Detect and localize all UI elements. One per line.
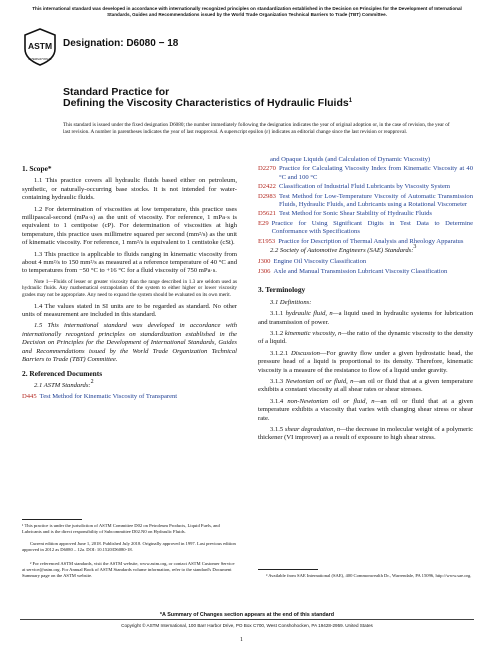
- logo-text: ASTM: [27, 41, 53, 51]
- title-text: Defining the Viscosity Characteristics of Hydraulic Fluids: [63, 97, 349, 109]
- sae-standards-label: 2.2 Society of Automotive Engineers (SAE) Standards:3: [270, 244, 417, 255]
- issuance-statement: This standard is issued under the fixed designation D6080; the number immediately following the designation indicates the year of original adoption or, in the case of revision, the year of last revision. A number in parentheses indicates the year of last reapproval. A superscript epsilon (ε) indicates an editorial change since the last revision or reapproval.: [63, 122, 450, 135]
- reference-item[interactable]: [258, 238, 473, 246]
- scope-1-1: 1.1 This practice covers all hydraulic fluids based either on petroleum, synthetic, or naturally-occurring base stocks. It is not intended for water-containing hydraulic fluids.: [22, 177, 237, 202]
- reference-continued[interactable]: and Opaque Liquids (and Calculation of Dynamic Viscosity): [270, 156, 431, 163]
- scope-1-5: 1.5 This international standard was developed in accordance with internationally recognized principles on standardization established in the Decision on Principles for the Development of International Standards, Guides and Recommendations issued by the World Trade Organization Technical Barriers to Trade (TBT) Committee.: [22, 322, 237, 364]
- footnote-rule-left: [22, 519, 82, 520]
- reference-item[interactable]: [258, 220, 473, 237]
- page-title: [63, 97, 463, 109]
- references-heading: 2. Referenced Documents: [22, 368, 103, 378]
- left-column: [22, 160, 237, 403]
- note-1: Note 1—Fluids of lesser or greater viscosity than the range described in 1.3 are seldom used as hydraulic fluids. Any mathematical extrapolation of the system to either higher or lower viscosity grades may not be appropriate. Any need to expand the system should be evaluated on its own merit.: [22, 278, 237, 299]
- term-kinematic-viscosity-discussion: 3.1.2.1 Discussion—For gravity flow under a given hydrostatic head, the pressure head of a liquid is proportional to its density. Therefore, kinematic viscosity is a measure of the resistance to flow of a liquid under gravity.: [258, 349, 473, 374]
- scope-1-3: 1.3 This practice is applicable to fluids ranging in kinematic viscosity from about 4 mm²/s to 150 mm²/s as measured at a reference temperature of 40 °C and to temperatures from −50 °C to +16 °C for a fluid viscosity of 750 mPa·s.: [22, 250, 237, 275]
- scope-1-2: 1.2 For determination of viscosities at low temperature, this practice uses millipascal-second (mPa·s) as the unit of viscosity. For reference, 1 mPa·s is equivalent to 1 centipoise (cP). For determination of viscosities at high temperature, this practice uses millimetre squared per second (mm²/s) as the unit of kinematic viscosity. For reference, 1 mm²/s is equivalent to 1 centistoke (cSt).: [22, 205, 237, 247]
- reference-title[interactable]: Axle and Manual Transmission Lubricant Viscosity Classification: [273, 267, 448, 275]
- page-number: 1: [240, 637, 243, 643]
- term-hydraulic-fluid: 3.1.1 hydraulic fluid, n—a liquid used in hydraulic systems for lubrication and transmission of power.: [258, 310, 473, 326]
- reference-title[interactable]: Test Method for Low-Temperature Viscosity of Automatic Transmission Fluids, Hydraulic Fluids, and Lubricants using a Rotational Viscometer: [278, 192, 473, 209]
- reference-item[interactable]: [258, 210, 473, 218]
- designation: [63, 38, 178, 49]
- reference-title[interactable]: Test Method for Kinematic Viscosity of Transparent: [39, 393, 178, 401]
- reference-item[interactable]: [258, 193, 473, 210]
- reference-code[interactable]: D2422: [258, 183, 276, 191]
- designation-label: Designation: D6080 − 18: [63, 38, 179, 49]
- footnote-1: ¹ This practice is under the jurisdiction of ASTM Committee D02 on Petroleum Products, Liquid Fuels, and Lubricants and is the direct responsibility of Subcommittee D02.N0 on Hydraulic Fluids.: [22, 523, 220, 534]
- reference-code[interactable]: D2983: [258, 192, 276, 200]
- reference-title[interactable]: Practice for Calculating Viscosity Index from Kinematic Viscosity at 40 °C and 100 °C: [278, 165, 473, 181]
- title-footnote-mark: 1: [348, 98, 353, 104]
- logo-subtext: INTERNATIONAL: [28, 57, 52, 61]
- reference-title[interactable]: Engine Oil Viscosity Classification: [273, 258, 367, 266]
- reference-title[interactable]: Practice for Using Significant Digits in Test Data to Determine Conformance with Specifications: [271, 219, 473, 236]
- scope-heading: 1. Scope*: [22, 164, 52, 173]
- reference-code[interactable]: J306: [258, 267, 271, 275]
- right-column: [258, 156, 473, 446]
- reference-code[interactable]: D445: [22, 393, 37, 401]
- footer-divider: [20, 619, 474, 620]
- astm-standards-label: 2.1 ASTM Standards:2: [34, 378, 94, 389]
- reference-title[interactable]: Practice for Description of Thermal Analysis and Rheology Apparatus: [278, 237, 464, 245]
- definitions-label: 3.1 Definitions:: [270, 298, 312, 306]
- term-kinematic-viscosity: 3.1.2 kinematic viscosity, n—the ratio of the dynamic viscosity to the density of a liquid.: [258, 329, 474, 346]
- reference-code[interactable]: D2270: [258, 165, 276, 173]
- reference-title[interactable]: Classification of Industrial Fluid Lubricants by Viscosity System: [278, 183, 451, 191]
- footnote-3: ³ Available from SAE International (SAE), 400 Commonwealth Dr., Warrendale, PA 15096, http://www.sae.org.: [266, 573, 472, 578]
- reference-item[interactable]: [258, 258, 473, 266]
- footnote-2: ² For referenced ASTM standards, visit the ASTM website, www.astm.org, or contact ASTM Customer Service at service@astm.org. For Annual Book of ASTM Standards volume information, refer to the standard's Document Summary page on the ASTM website.: [22, 561, 235, 578]
- reference-item[interactable]: [258, 165, 473, 182]
- summary-of-changes: *A Summary of Changes section appears at the end of this standard: [159, 612, 335, 618]
- term-shear-degradation: 3.1.5 shear degradation, n—the decrease in molecular weight of a polymeric thickener (VI improver) as a result of exposure to high shear stress.: [258, 425, 474, 442]
- footnote-1-edition: Current edition approved June 1, 2018. Published July 2018. Originally approved in 1997. Last previous edition approved in 2012 as D6080 – 12a. DOI: 10.1520/D6080-18.: [22, 541, 236, 552]
- terminology-heading: 3. Terminology: [258, 285, 306, 295]
- reference-code[interactable]: E29: [258, 219, 269, 227]
- reference-item[interactable]: [258, 268, 473, 276]
- term-non-newtonian: 3.1.4 non-Newtonian oil or fluid, n—an oil or fluid that at a given temperature exhibits a viscosity that varies with changing shear stress or shear rate.: [258, 397, 473, 422]
- standard-type: Standard Practice for: [63, 86, 170, 98]
- copyright: Copyright © ASTM International, 100 Barr Harbor Drive, PO Box C700, West Conshohocken, PA 19428-2959. United States: [121, 623, 373, 628]
- sae-reference-list: [258, 258, 473, 276]
- footnote-rule-right: [258, 569, 318, 570]
- reference-item[interactable]: [258, 183, 473, 191]
- reference-title[interactable]: Test Method for Sonic Shear Stability of Hydraulic Fluids: [278, 210, 432, 218]
- astm-logo-icon: [22, 27, 58, 67]
- reference-code[interactable]: D5621: [258, 210, 276, 218]
- reference-list: [258, 165, 473, 246]
- reference-code[interactable]: E1953: [258, 237, 276, 245]
- tbt-notice: This international standard was developed in accordance with internationally recognized principles on standardization established in the Decision on Principles for the Development of International Standards, Guides and Recommendations issued by the World Trade Organization Technical Barriers to Trade (TBT) Committee.: [32, 6, 462, 17]
- scope-1-4: 1.4 The values stated in SI units are to be regarded as standard. No other units of measurement are included in this standard.: [22, 302, 237, 319]
- reference-code[interactable]: J300: [258, 258, 271, 266]
- term-newtonian: 3.1.3 Newtonian oil or fluid, n—an oil or fluid that at a given temperature exhibits a constant viscosity at all shear rates or shear stresses.: [258, 377, 473, 394]
- reference-item[interactable]: [22, 393, 237, 401]
